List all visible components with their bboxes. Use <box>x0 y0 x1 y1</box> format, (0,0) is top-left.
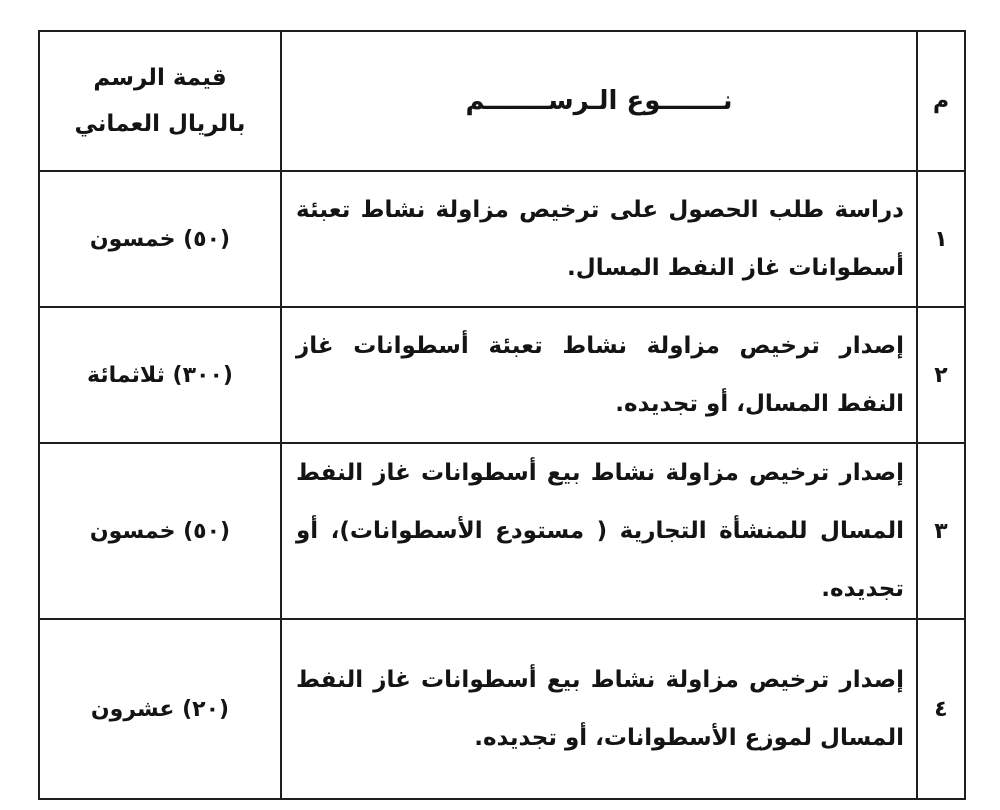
table-row <box>39 171 965 307</box>
row-fee-value: (٢٠) عشرون <box>39 619 281 799</box>
table-body <box>39 171 965 799</box>
row-fee-type: إصدار ترخيص مزاولة نشاط بيع أسطوانات غاز النفط المسال لموزع الأسطوانات، أو تجديده. <box>281 619 917 799</box>
row-fee-type: دراسة طلب الحصول على ترخيص مزاولة نشاط تعبئة أسطوانات غاز النفط المسال. <box>281 171 917 307</box>
row-fee-value: (٥٠) خمسون <box>39 171 281 307</box>
row-fee-type: إصدار ترخيص مزاولة نشاط بيع أسطوانات غاز النفط المسال للمنشأة التجارية ( مستودع الأسطوانات)، أو تجديده. <box>281 443 917 619</box>
header-fee-type: نـــــــوع الـرســـــــم <box>281 31 917 171</box>
table-row <box>39 443 965 619</box>
table-header <box>39 31 965 171</box>
header-row <box>39 31 965 171</box>
table-row <box>39 307 965 443</box>
header-number: م <box>917 31 965 171</box>
row-number: ٢ <box>917 307 965 443</box>
header-fee-value <box>39 31 281 171</box>
header-fee-value-line1: قيمة الرسم <box>93 65 227 91</box>
row-fee-type: إصدار ترخيص مزاولة نشاط تعبئة أسطوانات غاز النفط المسال، أو تجديده. <box>281 307 917 443</box>
fees-table <box>38 30 966 800</box>
header-fee-value-line2: بالريال العماني <box>74 111 246 137</box>
row-fee-value: (٥٠) خمسون <box>39 443 281 619</box>
row-number: ١ <box>917 171 965 307</box>
row-fee-value: (٣٠٠) ثلاثمائة <box>39 307 281 443</box>
table-row <box>39 619 965 799</box>
row-number: ٤ <box>917 619 965 799</box>
row-number: ٣ <box>917 443 965 619</box>
